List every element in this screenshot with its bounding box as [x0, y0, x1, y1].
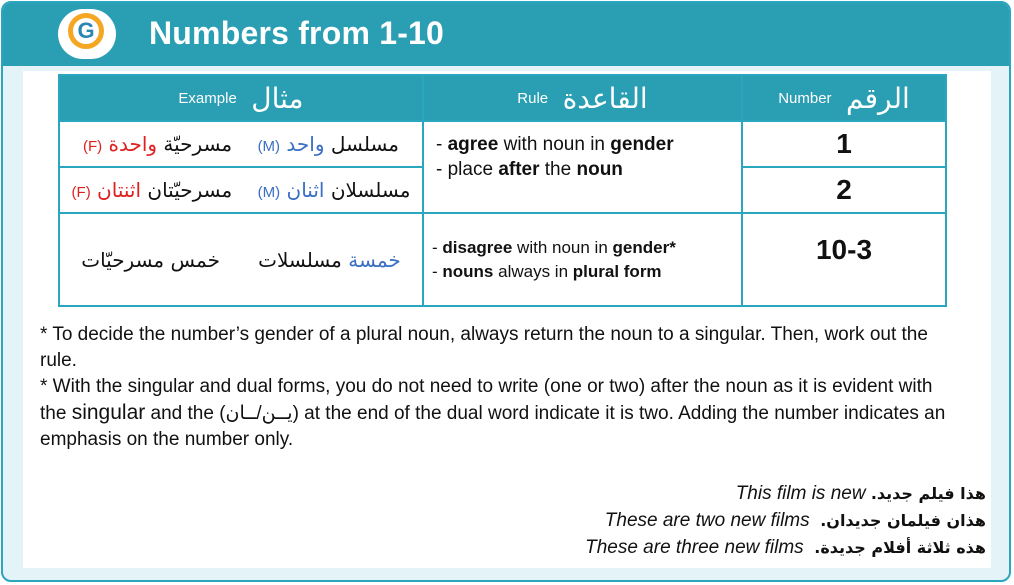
- number-cell: 2: [742, 167, 946, 213]
- example-sentences: [286, 480, 986, 561]
- table-header-row: [59, 75, 946, 121]
- example-noun: مسرحيّة: [163, 132, 233, 156]
- number-cell: 1: [742, 121, 946, 167]
- col-header-ar: مثال: [251, 81, 304, 115]
- col-header-number: [742, 75, 946, 121]
- rule-line: - agree with noun in gender: [436, 134, 674, 155]
- example-english: These are three new films: [585, 537, 804, 558]
- header-bar: [3, 3, 1009, 66]
- col-header-ar: الرقم: [846, 81, 910, 115]
- note-1: * To decide the number’s gender of a plural noun, always return the noun to a singular. Then, work out the rule.: [40, 324, 928, 371]
- logo-letter: G: [77, 18, 95, 43]
- gender-tag-f: (F): [71, 184, 91, 201]
- example-number-word: واحدة: [108, 132, 158, 156]
- col-header-en: Number: [778, 89, 832, 107]
- example-number-word: اثنتان: [97, 178, 142, 202]
- col-header-en: Example: [178, 89, 237, 107]
- rule-cell: [423, 121, 742, 213]
- example-number-word: اثنان: [286, 178, 325, 202]
- example-cell: [59, 167, 423, 213]
- col-header-example: [59, 75, 423, 121]
- example-noun: مسلسلات: [258, 247, 342, 272]
- example-cell: [59, 213, 423, 306]
- example-arabic: هذان فيلمان جديدان.: [820, 511, 986, 530]
- gender-tag-m: (M): [257, 184, 281, 201]
- example-number-word: خمس: [170, 247, 220, 272]
- col-header-rule: [423, 75, 742, 121]
- example-arabic: هذا فيلم جديد.: [870, 484, 986, 503]
- example-arabic: هذه ثلاثة أفلام جديدة.: [814, 538, 986, 557]
- example-sentence: [286, 480, 986, 507]
- table-row: [59, 213, 946, 306]
- notes: [40, 322, 960, 453]
- table-row: [59, 121, 946, 167]
- example-noun: مسرحيّات: [81, 247, 165, 272]
- example-english: This film is new: [735, 483, 866, 504]
- col-header-en: Rule: [517, 89, 549, 107]
- rule-line: - nouns always in plural form: [432, 261, 662, 281]
- logo: [58, 9, 116, 59]
- example-number-word: خمسة: [348, 247, 401, 272]
- number-cell: 10-3: [742, 213, 946, 306]
- example-sentence: [286, 507, 986, 534]
- example-cell: [59, 121, 423, 167]
- example-english: These are two new films: [604, 510, 810, 531]
- gender-tag-m: (M): [257, 138, 281, 155]
- note-2: * With the singular and dual forms, you do not need to write (one or two) after the noun as it is evident with the singular and the (يــن/ــان) at the end of the dual word indicate it is two. Adding the number indicates an emphasis on the number only.: [40, 376, 946, 450]
- rule-cell: [423, 213, 742, 306]
- example-noun: مسرحيّتان: [147, 178, 233, 202]
- example-noun: مسلسلان: [330, 178, 411, 202]
- example-sentence: [286, 534, 986, 561]
- rules-table: [58, 74, 947, 307]
- gender-tag-f: (F): [82, 138, 103, 155]
- col-header-ar: القاعدة: [562, 81, 648, 115]
- example-number-word: واحد: [286, 132, 325, 156]
- rule-line: - place after the noun: [436, 159, 623, 180]
- example-noun: مسلسل: [330, 132, 400, 156]
- rule-line: - disagree with noun in gender*: [432, 237, 676, 257]
- page-title: Numbers from 1-10: [149, 15, 445, 51]
